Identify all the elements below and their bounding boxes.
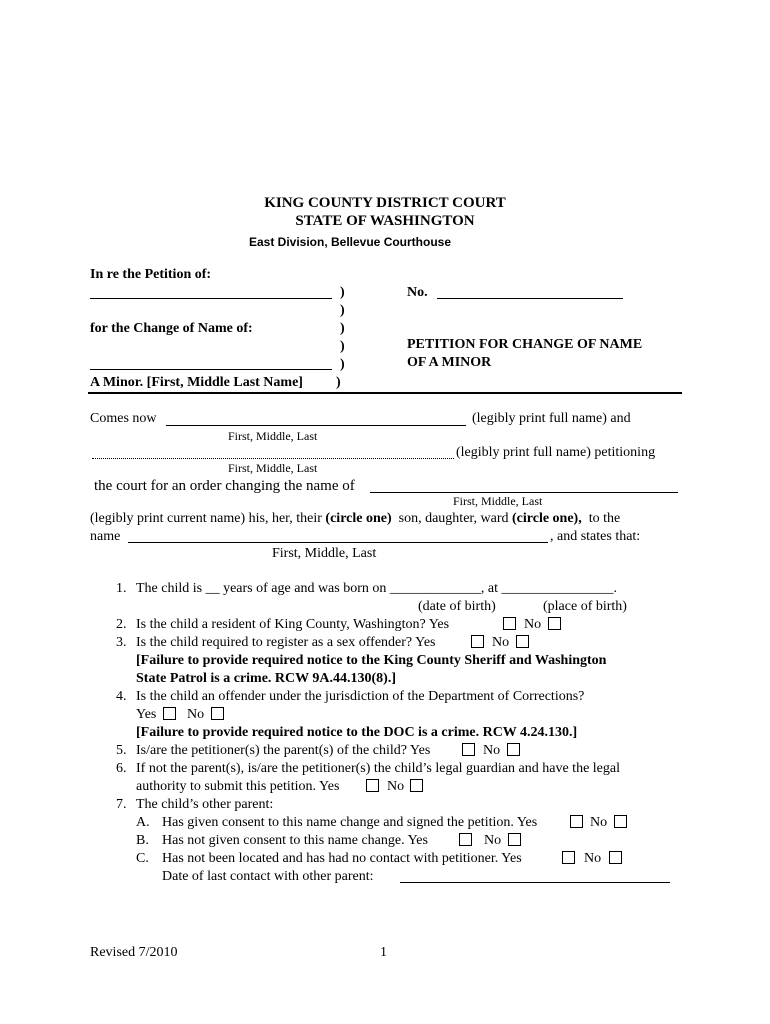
sub-item-letter: B. <box>136 833 149 848</box>
no-label: No <box>483 743 501 758</box>
other-parent-heading: The child’s other parent: <box>136 797 274 812</box>
document-title-2: OF A MINOR <box>407 355 492 370</box>
court-order-text: the court for an order changing the name of <box>94 478 355 494</box>
parent-yes-checkbox[interactable] <box>462 743 475 756</box>
no-label: No <box>187 707 205 722</box>
comes-now-label: Comes now <box>90 411 157 426</box>
not-located-yes-checkbox[interactable] <box>562 851 575 864</box>
not-located-question: Has not been located and has had no contact with petitioner. Yes <box>162 851 522 866</box>
name-hint: First, Middle, Last <box>228 461 318 475</box>
relation-options[interactable]: son, daughter, ward <box>398 511 509 526</box>
no-label: No <box>484 833 502 848</box>
item-number: 5. <box>116 743 127 758</box>
consent-no-checkbox[interactable] <box>614 815 627 828</box>
caption-paren: ) <box>336 375 341 390</box>
no-label: No <box>584 851 602 866</box>
relation-prefix: (legibly print current name) his, her, their <box>90 511 322 526</box>
petitioner2-name-line[interactable] <box>92 458 454 459</box>
guardian-question-2: authority to submit this petition. Yes <box>136 779 340 794</box>
caption-paren: ) <box>340 321 345 336</box>
sex-offender-yes-checkbox[interactable] <box>471 635 484 648</box>
caption-paren: ) <box>340 339 345 354</box>
no-consent-no-checkbox[interactable] <box>508 833 521 846</box>
court-name: KING COUNTY DISTRICT COURT <box>264 195 506 211</box>
pob-hint: (place of birth) <box>543 599 627 614</box>
guardian-no-checkbox[interactable] <box>410 779 423 792</box>
print-name-and: (legibly print full name) and <box>472 411 631 426</box>
petitioner1-name-line[interactable] <box>166 425 466 426</box>
state-name: STATE OF WASHINGTON <box>295 213 475 229</box>
item-number: 7. <box>116 797 127 812</box>
document-title-1: PETITION FOR CHANGE OF NAME <box>407 337 643 352</box>
not-located-no-checkbox[interactable] <box>609 851 622 864</box>
name-label: name <box>90 529 121 544</box>
child-age-birth-text[interactable]: The child is __ years of age and was born on _____________, at ________________. <box>136 581 617 596</box>
case-number-line[interactable] <box>437 298 623 299</box>
guardian-question-1: If not the parent(s), is/are the petitioner(s) the child’s legal guardian and have the legal <box>136 761 620 776</box>
sub-item-letter: C. <box>136 851 149 866</box>
item-number: 1. <box>116 581 127 596</box>
court-division: East Division, Bellevue Courthouse <box>248 235 452 249</box>
consent-question: Has given consent to this name change and signed the petition. Yes <box>162 815 538 830</box>
name-hint: First, Middle, Last <box>228 429 318 443</box>
page-number: 1 <box>380 945 387 960</box>
circle-one-hint: (circle one), <box>512 511 582 526</box>
no-label: No <box>387 779 405 794</box>
dob-hint: (date of birth) <box>418 599 496 614</box>
sheriff-warning-1: [Failure to provide required notice to the King County Sheriff and Washington <box>136 653 607 668</box>
item-number: 3. <box>116 635 127 650</box>
no-label: No <box>590 815 608 830</box>
sex-offender-question: Is the child required to register as a sex offender? Yes <box>136 635 436 650</box>
sex-offender-no-checkbox[interactable] <box>516 635 529 648</box>
petitioner-name-line[interactable] <box>90 298 332 299</box>
yes-label: Yes <box>136 707 157 722</box>
relation-text <box>90 512 620 526</box>
current-name-line[interactable] <box>370 492 678 493</box>
minor-name-line[interactable] <box>90 369 332 370</box>
item-number: 2. <box>116 617 127 632</box>
name-hint: First, Middle, Last <box>272 546 377 561</box>
minor-label: A Minor. [First, Middle Last Name] <box>90 375 303 390</box>
resident-no-checkbox[interactable] <box>548 617 561 630</box>
no-label: No <box>524 617 542 632</box>
caption-paren: ) <box>340 303 345 318</box>
sheriff-warning-2: State Patrol is a crime. RCW 9A.44.130(8).] <box>136 671 396 686</box>
doc-warning: [Failure to provide required notice to the DOC is a crime. RCW 4.24.130.] <box>136 725 578 740</box>
resident-yes-checkbox[interactable] <box>503 617 516 630</box>
change-of-name-label: for the Change of Name of: <box>90 321 253 336</box>
no-label: No <box>492 635 510 650</box>
to-the-text: to the <box>588 511 621 526</box>
doc-offender-no-checkbox[interactable] <box>211 707 224 720</box>
doc-offender-question: Is the child an offender under the jurisdiction of the Department of Corrections? <box>136 689 585 704</box>
consent-yes-checkbox[interactable] <box>570 815 583 828</box>
doc-offender-yes-checkbox[interactable] <box>163 707 176 720</box>
print-name-petitioning: (legibly print full name) petitioning <box>456 445 656 460</box>
caption-divider <box>88 392 682 394</box>
item-number: 4. <box>116 689 127 704</box>
circle-one-hint: (circle one) <box>325 511 392 526</box>
parent-no-checkbox[interactable] <box>507 743 520 756</box>
caption-paren: ) <box>340 285 345 300</box>
new-name-line[interactable] <box>128 542 548 543</box>
name-hint: First, Middle, Last <box>453 494 543 508</box>
parent-question: Is/are the petitioner(s) the parent(s) of the child? Yes <box>136 743 431 758</box>
states-that-text: , and states that: <box>550 529 641 544</box>
in-re-label: In re the Petition of: <box>90 267 212 282</box>
no-consent-yes-checkbox[interactable] <box>459 833 472 846</box>
sub-item-letter: A. <box>136 815 150 830</box>
no-consent-question: Has not given consent to this name change. Yes <box>162 833 428 848</box>
last-contact-line[interactable] <box>400 882 670 883</box>
resident-question: Is the child a resident of King County, Washington? Yes <box>136 617 450 632</box>
guardian-yes-checkbox[interactable] <box>366 779 379 792</box>
caption-paren: ) <box>340 357 345 372</box>
item-number: 6. <box>116 761 127 776</box>
last-contact-label: Date of last contact with other parent: <box>162 869 374 884</box>
case-number-label: No. <box>407 285 428 300</box>
revision-date: Revised 7/2010 <box>90 945 178 960</box>
